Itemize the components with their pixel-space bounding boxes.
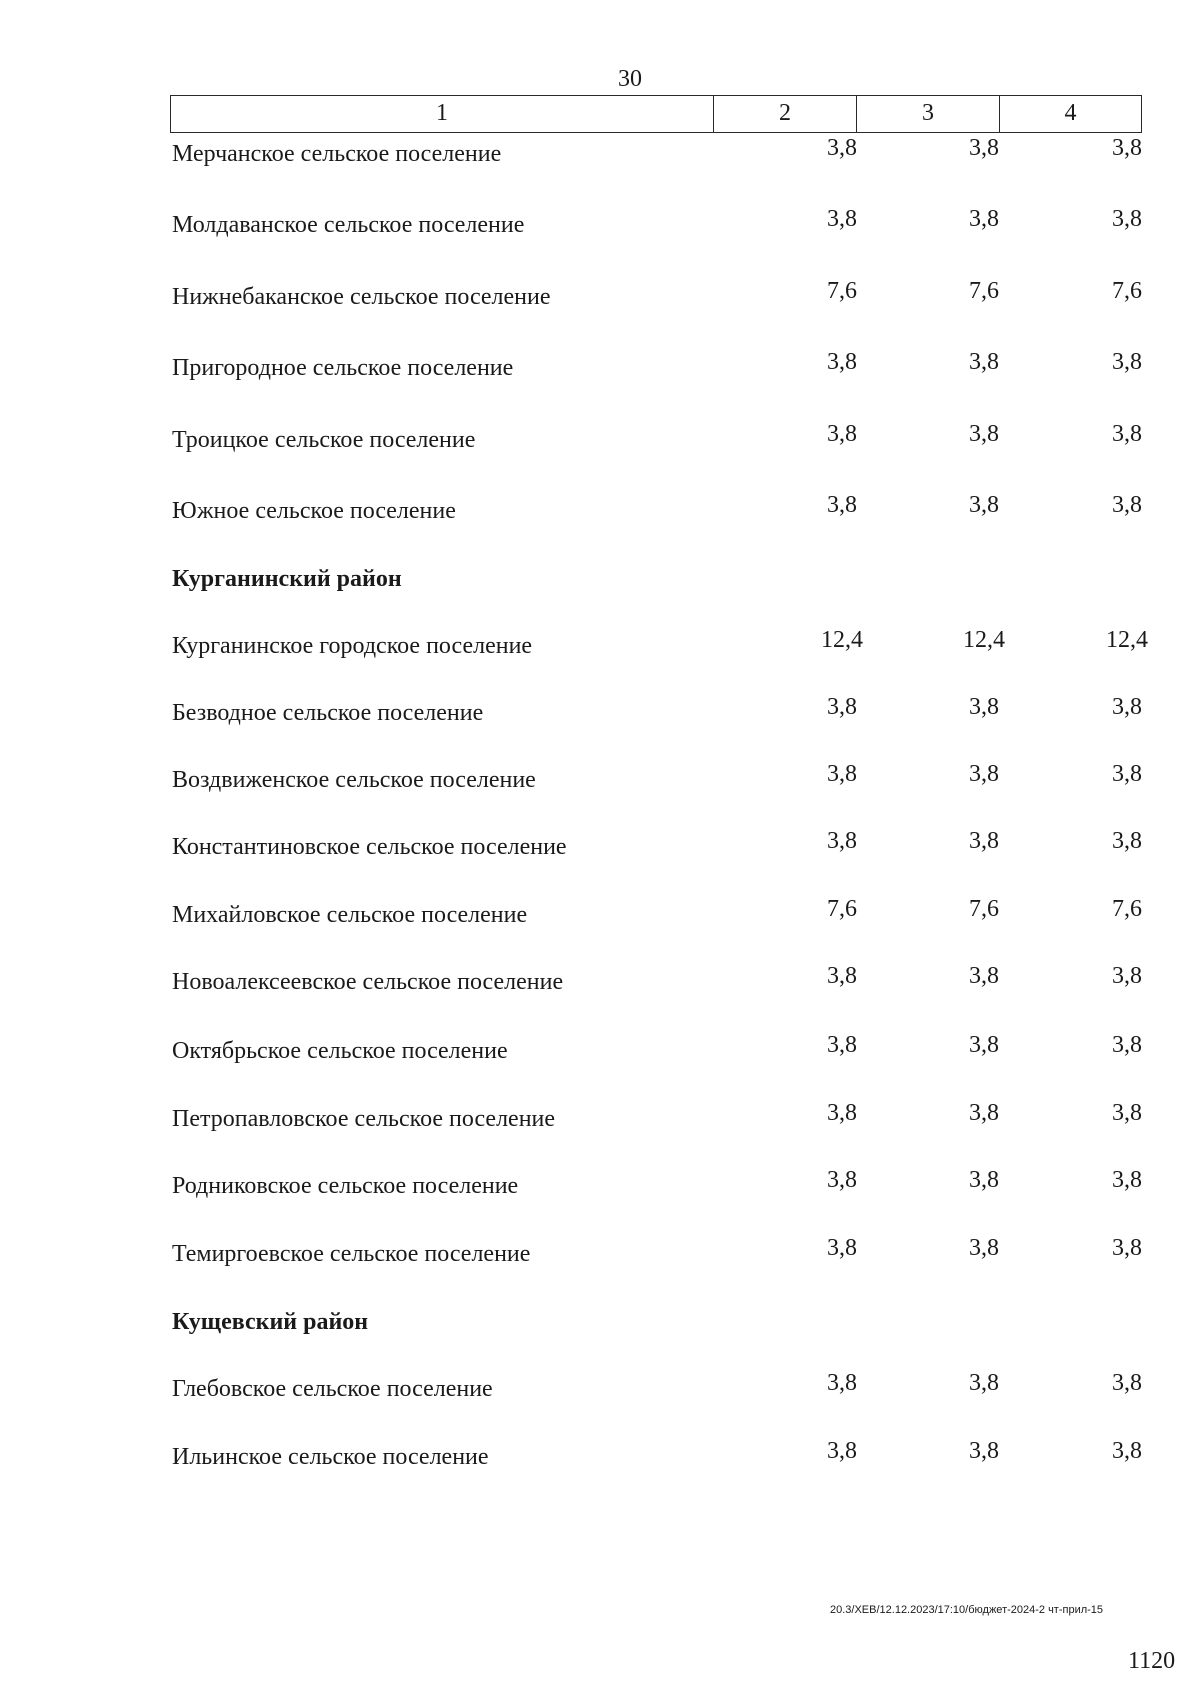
page-number-bottom: 1120 [1128, 1648, 1176, 1674]
row-value-col-2: 7,6 [827, 278, 857, 304]
row-value-col-3: 3,8 [969, 206, 999, 232]
row-value-col-3: 3,8 [969, 1235, 999, 1261]
table-row [172, 492, 1152, 538]
row-name: Южное сельское поселение [172, 498, 456, 524]
row-name: Молдаванское сельское поселение [172, 212, 525, 238]
row-value-col-3: 3,8 [969, 1438, 999, 1464]
row-value-col-3: 7,6 [969, 278, 999, 304]
row-name: Октябрьское сельское поселение [172, 1038, 508, 1064]
row-value-col-4: 7,6 [1112, 278, 1142, 304]
row-value-col-3: 3,8 [969, 492, 999, 518]
row-value-col-3: 3,8 [969, 349, 999, 375]
district-name: Кущевский район [172, 1309, 369, 1335]
district-name: Курганинский район [172, 566, 402, 592]
table-row [172, 349, 1152, 395]
row-value-col-4: 3,8 [1112, 1235, 1142, 1261]
row-name: Троицкое сельское поселение [172, 427, 476, 453]
row-value-col-4: 3,8 [1112, 1438, 1142, 1464]
row-value-col-2: 3,8 [827, 1235, 857, 1261]
row-value-col-4: 3,8 [1112, 421, 1142, 447]
page-number-top: 30 [618, 66, 642, 92]
row-value-col-4: 3,8 [1112, 963, 1142, 989]
table-row [172, 421, 1152, 467]
row-value-col-2: 3,8 [827, 1167, 857, 1193]
row-value-col-4: 3,8 [1112, 694, 1142, 720]
row-value-col-2: 12,4 [821, 627, 863, 653]
row-value-col-3: 3,8 [969, 421, 999, 447]
table-row [172, 963, 1152, 1009]
row-value-col-4: 3,8 [1112, 1032, 1142, 1058]
header-col-3: 3 [857, 96, 1000, 132]
row-value-col-3: 12,4 [963, 627, 1005, 653]
header-col-1: 1 [171, 96, 714, 132]
row-value-col-4: 12,4 [1106, 627, 1148, 653]
row-value-col-4: 3,8 [1112, 492, 1142, 518]
row-value-col-4: 3,8 [1112, 1167, 1142, 1193]
row-value-col-2: 7,6 [827, 896, 857, 922]
row-value-col-3: 7,6 [969, 896, 999, 922]
row-value-col-4: 7,6 [1112, 896, 1142, 922]
table-row [172, 761, 1152, 807]
row-value-col-3: 3,8 [969, 1032, 999, 1058]
header-col-4: 4 [1064, 100, 1077, 126]
table-row [172, 1032, 1152, 1078]
row-value-col-2: 3,8 [827, 1370, 857, 1396]
row-value-col-4: 3,8 [1112, 828, 1142, 854]
row-value-col-3: 3,8 [969, 135, 999, 161]
table-row [172, 1438, 1152, 1484]
row-name: Петропавловское сельское поселение [172, 1106, 556, 1132]
table-row [172, 627, 1152, 673]
table-row [172, 1370, 1152, 1416]
table-row [172, 1235, 1152, 1281]
row-value-col-2: 3,8 [827, 421, 857, 447]
row-name: Константиновское сельское поселение [172, 834, 567, 860]
row-value-col-2: 3,8 [827, 349, 857, 375]
district-heading [172, 1309, 1152, 1349]
row-value-col-4: 3,8 [1112, 206, 1142, 232]
header-col-2: 2 [714, 96, 857, 132]
document-code: 20.3/ХЕВ/12.12.2023/17:10/бюджет-2024-2 чт-прил-15 [830, 1604, 1104, 1616]
table-row [172, 694, 1152, 740]
row-name: Курганинское городское поселение [172, 633, 533, 659]
row-name: Родниковское сельское поселение [172, 1173, 519, 1199]
table-row [172, 278, 1152, 324]
table-row [172, 1100, 1152, 1146]
row-value-col-2: 3,8 [827, 1438, 857, 1464]
row-value-col-3: 3,8 [969, 761, 999, 787]
row-name: Михайловское сельское поселение [172, 902, 528, 928]
row-value-col-4: 3,8 [1112, 761, 1142, 787]
row-name: Нижнебаканское сельское поселение [172, 284, 551, 310]
row-value-col-3: 3,8 [969, 694, 999, 720]
row-value-col-4: 3,8 [1112, 1370, 1142, 1396]
district-heading [172, 566, 1152, 606]
row-value-col-3: 3,8 [969, 1370, 999, 1396]
row-value-col-2: 3,8 [827, 1100, 857, 1126]
row-value-col-2: 3,8 [827, 828, 857, 854]
row-name: Новоалексеевское сельское поселение [172, 969, 564, 995]
row-value-col-2: 3,8 [827, 963, 857, 989]
table-row [172, 206, 1152, 252]
row-name: Ильинское сельское поселение [172, 1444, 489, 1470]
row-value-col-2: 3,8 [827, 206, 857, 232]
row-value-col-2: 3,8 [827, 135, 857, 161]
row-name: Воздвиженское сельское поселение [172, 767, 536, 793]
row-name: Безводное сельское поселение [172, 700, 484, 726]
row-name: Пригородное сельское поселение [172, 355, 514, 381]
table-row [172, 828, 1152, 874]
row-value-col-2: 3,8 [827, 492, 857, 518]
row-value-col-4: 3,8 [1112, 135, 1142, 161]
row-value-col-3: 3,8 [969, 1167, 999, 1193]
row-name: Глебовское сельское поселение [172, 1376, 493, 1402]
row-value-col-3: 3,8 [969, 1100, 999, 1126]
row-value-col-3: 3,8 [969, 828, 999, 854]
row-value-col-2: 3,8 [827, 1032, 857, 1058]
row-value-col-4: 3,8 [1112, 349, 1142, 375]
row-value-col-2: 3,8 [827, 761, 857, 787]
table-row [172, 135, 1152, 181]
row-value-col-2: 3,8 [827, 694, 857, 720]
row-name: Темиргоевское сельское поселение [172, 1241, 531, 1267]
row-name: Мерчанское сельское поселение [172, 141, 502, 167]
row-value-col-3: 3,8 [969, 963, 999, 989]
table-row [172, 896, 1152, 942]
row-value-col-4: 3,8 [1112, 1100, 1142, 1126]
table-row [172, 1167, 1152, 1213]
